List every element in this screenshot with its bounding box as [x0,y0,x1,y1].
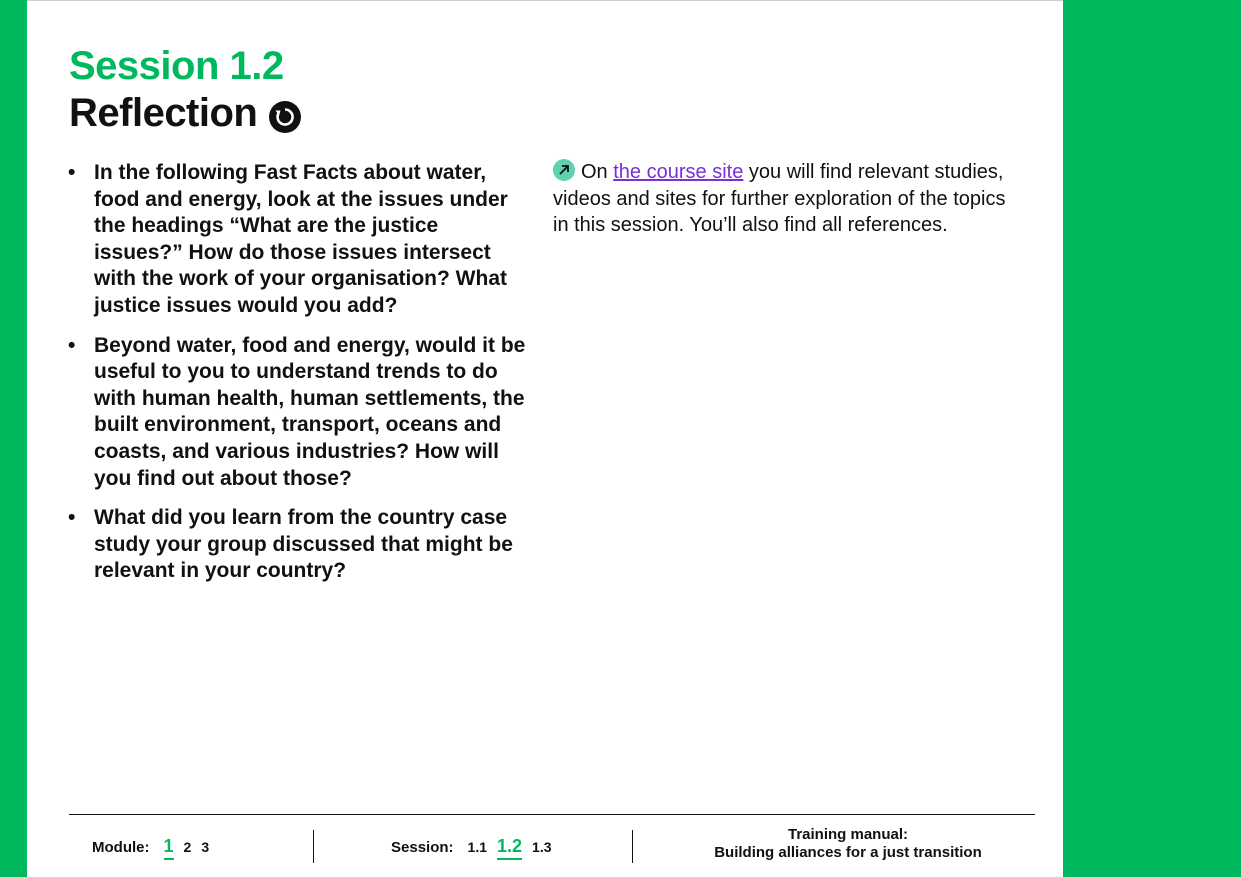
question-item: • Beyond water, food and energy, would it be useful to you to understand trends to do with human health, human settlements, the built environment, transport, oceans and coasts, and various industries? How will you find out about those? [66,333,526,493]
module-label: Module: [92,839,150,856]
external-link-icon [553,159,575,181]
section-title [69,91,301,136]
right-green-band [1063,0,1241,877]
module-link-2[interactable]: 2 [183,839,192,855]
reflection-questions [66,160,526,598]
session-title: Session 1.2 [69,44,284,88]
note-prefix: On [581,161,614,183]
manual-line-1: Training manual: [787,826,908,843]
session-link-1-2[interactable]: 1.2 [497,836,522,860]
section-title-text: Reflection [69,91,258,135]
module-nav [92,836,219,860]
manual-line-2: Building alliances for a just transition [714,844,982,861]
module-link-1[interactable]: 1 [164,836,174,860]
session-link-1-3[interactable]: 1.3 [532,839,552,855]
session-link-1-1[interactable]: 1.1 [467,839,487,855]
module-link-3[interactable]: 3 [201,839,210,855]
course-site-link[interactable]: the course site [613,161,744,183]
manual-title [690,826,1006,862]
note-suffix: you will find relevant studies, videos and sites for further exploration of the topics in this session. You’ll also find all references. [553,161,1006,237]
footer-divider [69,814,1035,815]
top-border [0,0,1241,1]
refresh-icon [269,98,301,130]
left-green-band [0,0,27,877]
question-item: • What did you learn from the country case study your group discussed that might be relevant in your country? [66,505,526,585]
question-item: • In the following Fast Facts about water, food and energy, look at the issues under the headings “What are the justice issues?” How do those issues intersect with the work of your organisation? What justice issues would you add? [66,160,526,320]
session-nav [391,836,562,860]
course-site-note [553,159,1013,239]
footer-separator [313,830,314,863]
footer-separator [632,830,633,863]
session-label: Session: [391,839,454,856]
